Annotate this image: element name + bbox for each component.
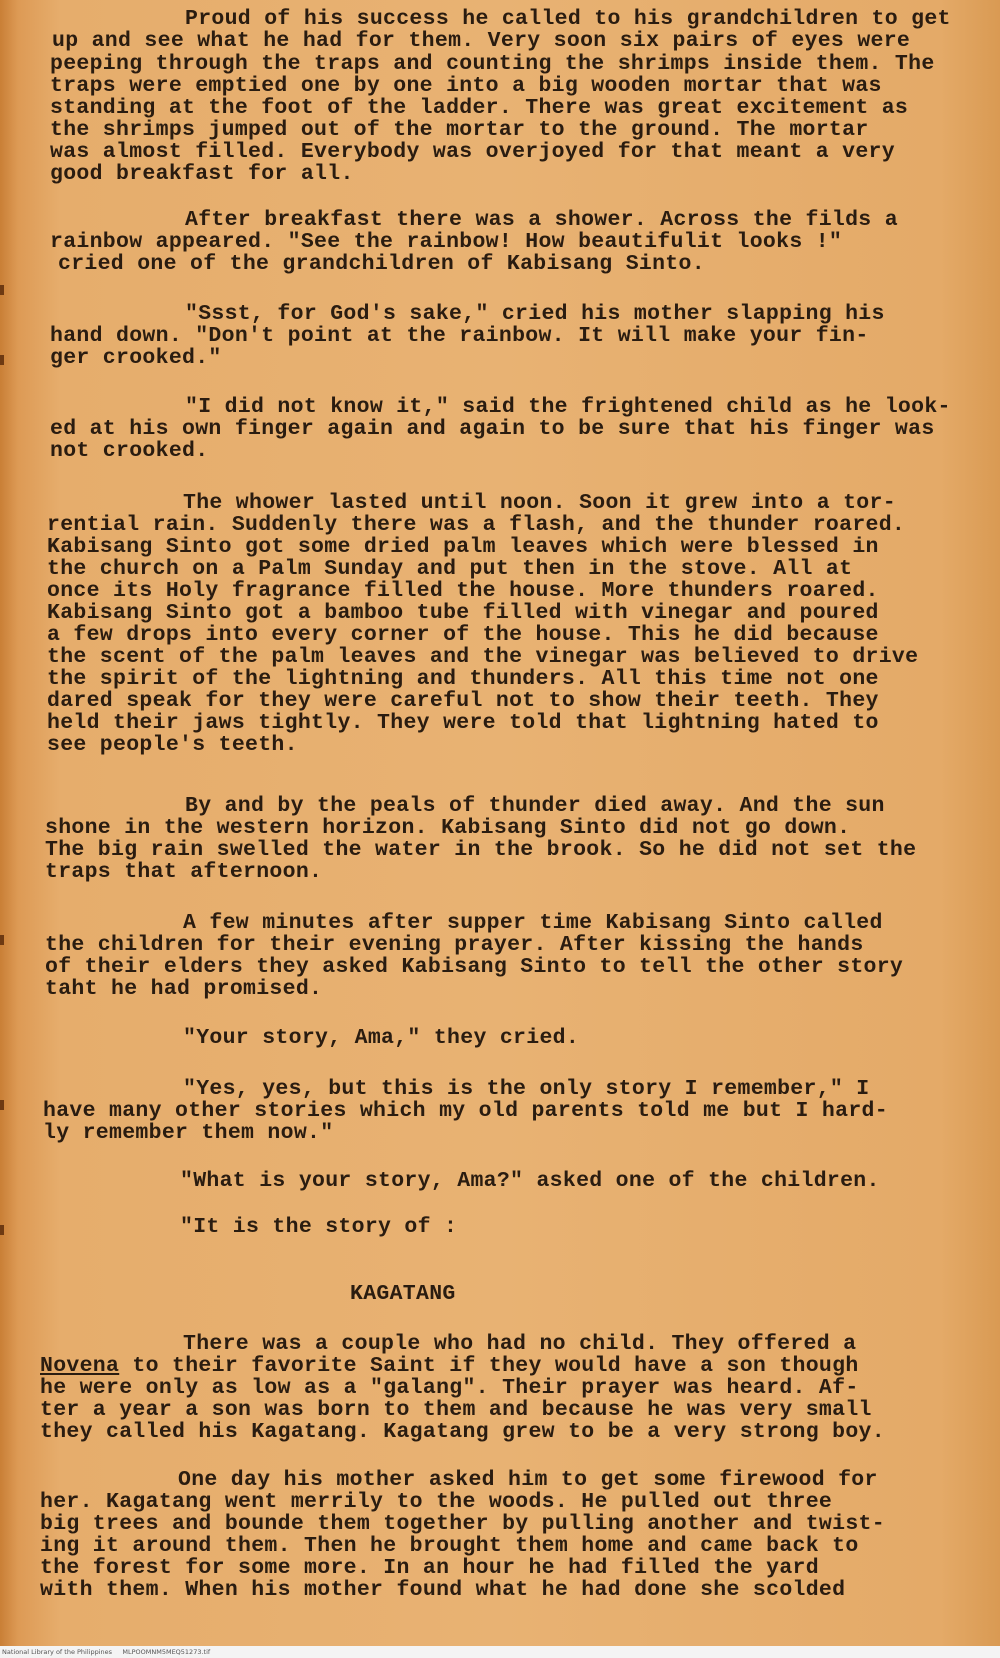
text-line: with them. When his mother found what he had done she scolded: [40, 1578, 846, 1602]
text-line: shone in the western horizon. Kabisang Sinto did not go down.: [45, 816, 851, 840]
text-line: "It is the story of :: [180, 1215, 458, 1239]
text-line: "Yes, yes, but this is the only story I remember," I: [183, 1077, 870, 1101]
story-heading: KAGATANG: [350, 1282, 456, 1306]
text-line: of their elders they asked Kabisang Sinto to tell the other story: [45, 955, 904, 979]
text-line: the forest for some more. In an hour he had filled the yard: [40, 1556, 819, 1580]
text-line: Kabisang Sinto got a bamboo tube filled with vinegar and poured: [47, 601, 879, 625]
text-line: A few minutes after supper time Kabisang Sinto called: [183, 911, 883, 935]
text-line: see people's teeth.: [47, 733, 298, 757]
text-line: hand down. "Don't point at the rainbow. It will make your fin-: [50, 324, 869, 348]
text-line: not crooked.: [50, 439, 209, 463]
text-line: have many other stories which my old parents told me but I hard-: [43, 1099, 888, 1123]
binding-mark: [0, 1225, 4, 1235]
text-line: once its Holy fragrance filled the house. More thunders roared.: [47, 579, 879, 603]
text-line: the scent of the palm leaves and the vinegar was believed to drive: [47, 645, 919, 669]
text-line: dared speak for they were careful not to show their teeth. They: [47, 689, 879, 713]
text-line: By and by the peals of thunder died away. And the sun: [185, 794, 885, 818]
text-line: ger crooked.": [50, 346, 222, 370]
text-line: up and see what he had for them. Very soon six pairs of eyes were: [52, 29, 911, 53]
text-line: taht he had promised.: [45, 977, 323, 1001]
text-line: ing it around them. Then he brought them home and came back to: [40, 1534, 859, 1558]
text-line: the shrimps jumped out of the mortar to the ground. The mortar: [50, 118, 869, 142]
text-line: Kabisang Sinto got some dried palm leaves which were blessed in: [47, 535, 879, 559]
text-line: traps were emptied one by one into a big wooden mortar that was: [50, 74, 882, 98]
text-line: cried one of the grandchildren of Kabisang Sinto.: [58, 252, 705, 276]
text-line: After breakfast there was a shower. Across the filds a: [185, 208, 898, 232]
text-line: The big rain swelled the water in the brook. So he did not set the: [45, 838, 917, 862]
text-line: the spirit of the lightning and thunders. All this time not one: [47, 667, 879, 691]
scan-footer: National Library of the Philippines MLPOOMNM5MEQ51273.tif: [0, 1646, 1000, 1658]
text-line: ter a year a son was born to them and because he was very small: [40, 1398, 872, 1422]
text-line: the church on a Palm Sunday and put then in the stove. All at: [47, 557, 853, 581]
text-line: was almost filled. Everybody was overjoyed for that meant a very: [50, 140, 895, 164]
novena-word: Novena: [40, 1354, 120, 1378]
text-line: Proud of his success he called to his grandchildren to get: [185, 7, 951, 31]
text-line: he were only as low as a "galang". Their prayer was heard. Af-: [40, 1376, 859, 1400]
binding-mark: [0, 935, 4, 945]
text-line: standing at the foot of the ladder. There was great excitement as: [50, 96, 909, 120]
text-line: held their jaws tightly. They were told that lightning hated to: [47, 711, 879, 735]
text-line: good breakfast for all.: [50, 162, 354, 186]
text-line: "What is your story, Ama?" asked one of the children.: [180, 1169, 880, 1193]
text-line: a few drops into every corner of the house. This he did because: [47, 623, 879, 647]
text-line: ly remember them now.": [43, 1121, 334, 1145]
text-line: "I did not know it," said the frightened child as he look-: [185, 395, 951, 419]
text-line: One day his mother asked him to get some firewood for: [178, 1468, 878, 1492]
text-line: peeping through the traps and counting the shrimps inside them. The: [50, 52, 935, 76]
binding-mark: [0, 355, 4, 365]
text-line: rainbow appeared. "See the rainbow! How beautifulit looks !": [50, 230, 843, 254]
binding-mark: [0, 285, 4, 295]
binding-mark: [0, 1100, 4, 1110]
text-line: the children for their evening prayer. After kissing the hands: [45, 933, 864, 957]
text-line: The whower lasted until noon. Soon it grew into a tor-: [183, 491, 896, 515]
text-line: they called his Kagatang. Kagatang grew to be a very strong boy.: [40, 1420, 885, 1444]
text-line: "Your story, Ama," they cried.: [183, 1026, 580, 1050]
text-line-rest: to their favorite Saint if they would have a son though: [119, 1354, 859, 1378]
text-line: [40, 1355, 859, 1377]
text-line: "Ssst, for God's sake," cried his mother slapping his: [185, 302, 885, 326]
text-line: rential rain. Suddenly there was a flash, and the thunder roared.: [47, 513, 906, 537]
text-line: ed at his own finger again and again to be sure that his finger was: [50, 417, 935, 441]
text-line: her. Kagatang went merrily to the woods. He pulled out three: [40, 1490, 833, 1514]
text-line: There was a couple who had no child. They offered a: [183, 1332, 857, 1356]
text-line: traps that afternoon.: [45, 860, 323, 884]
text-line: big trees and bounde them together by pulling another and twist-: [40, 1512, 885, 1536]
